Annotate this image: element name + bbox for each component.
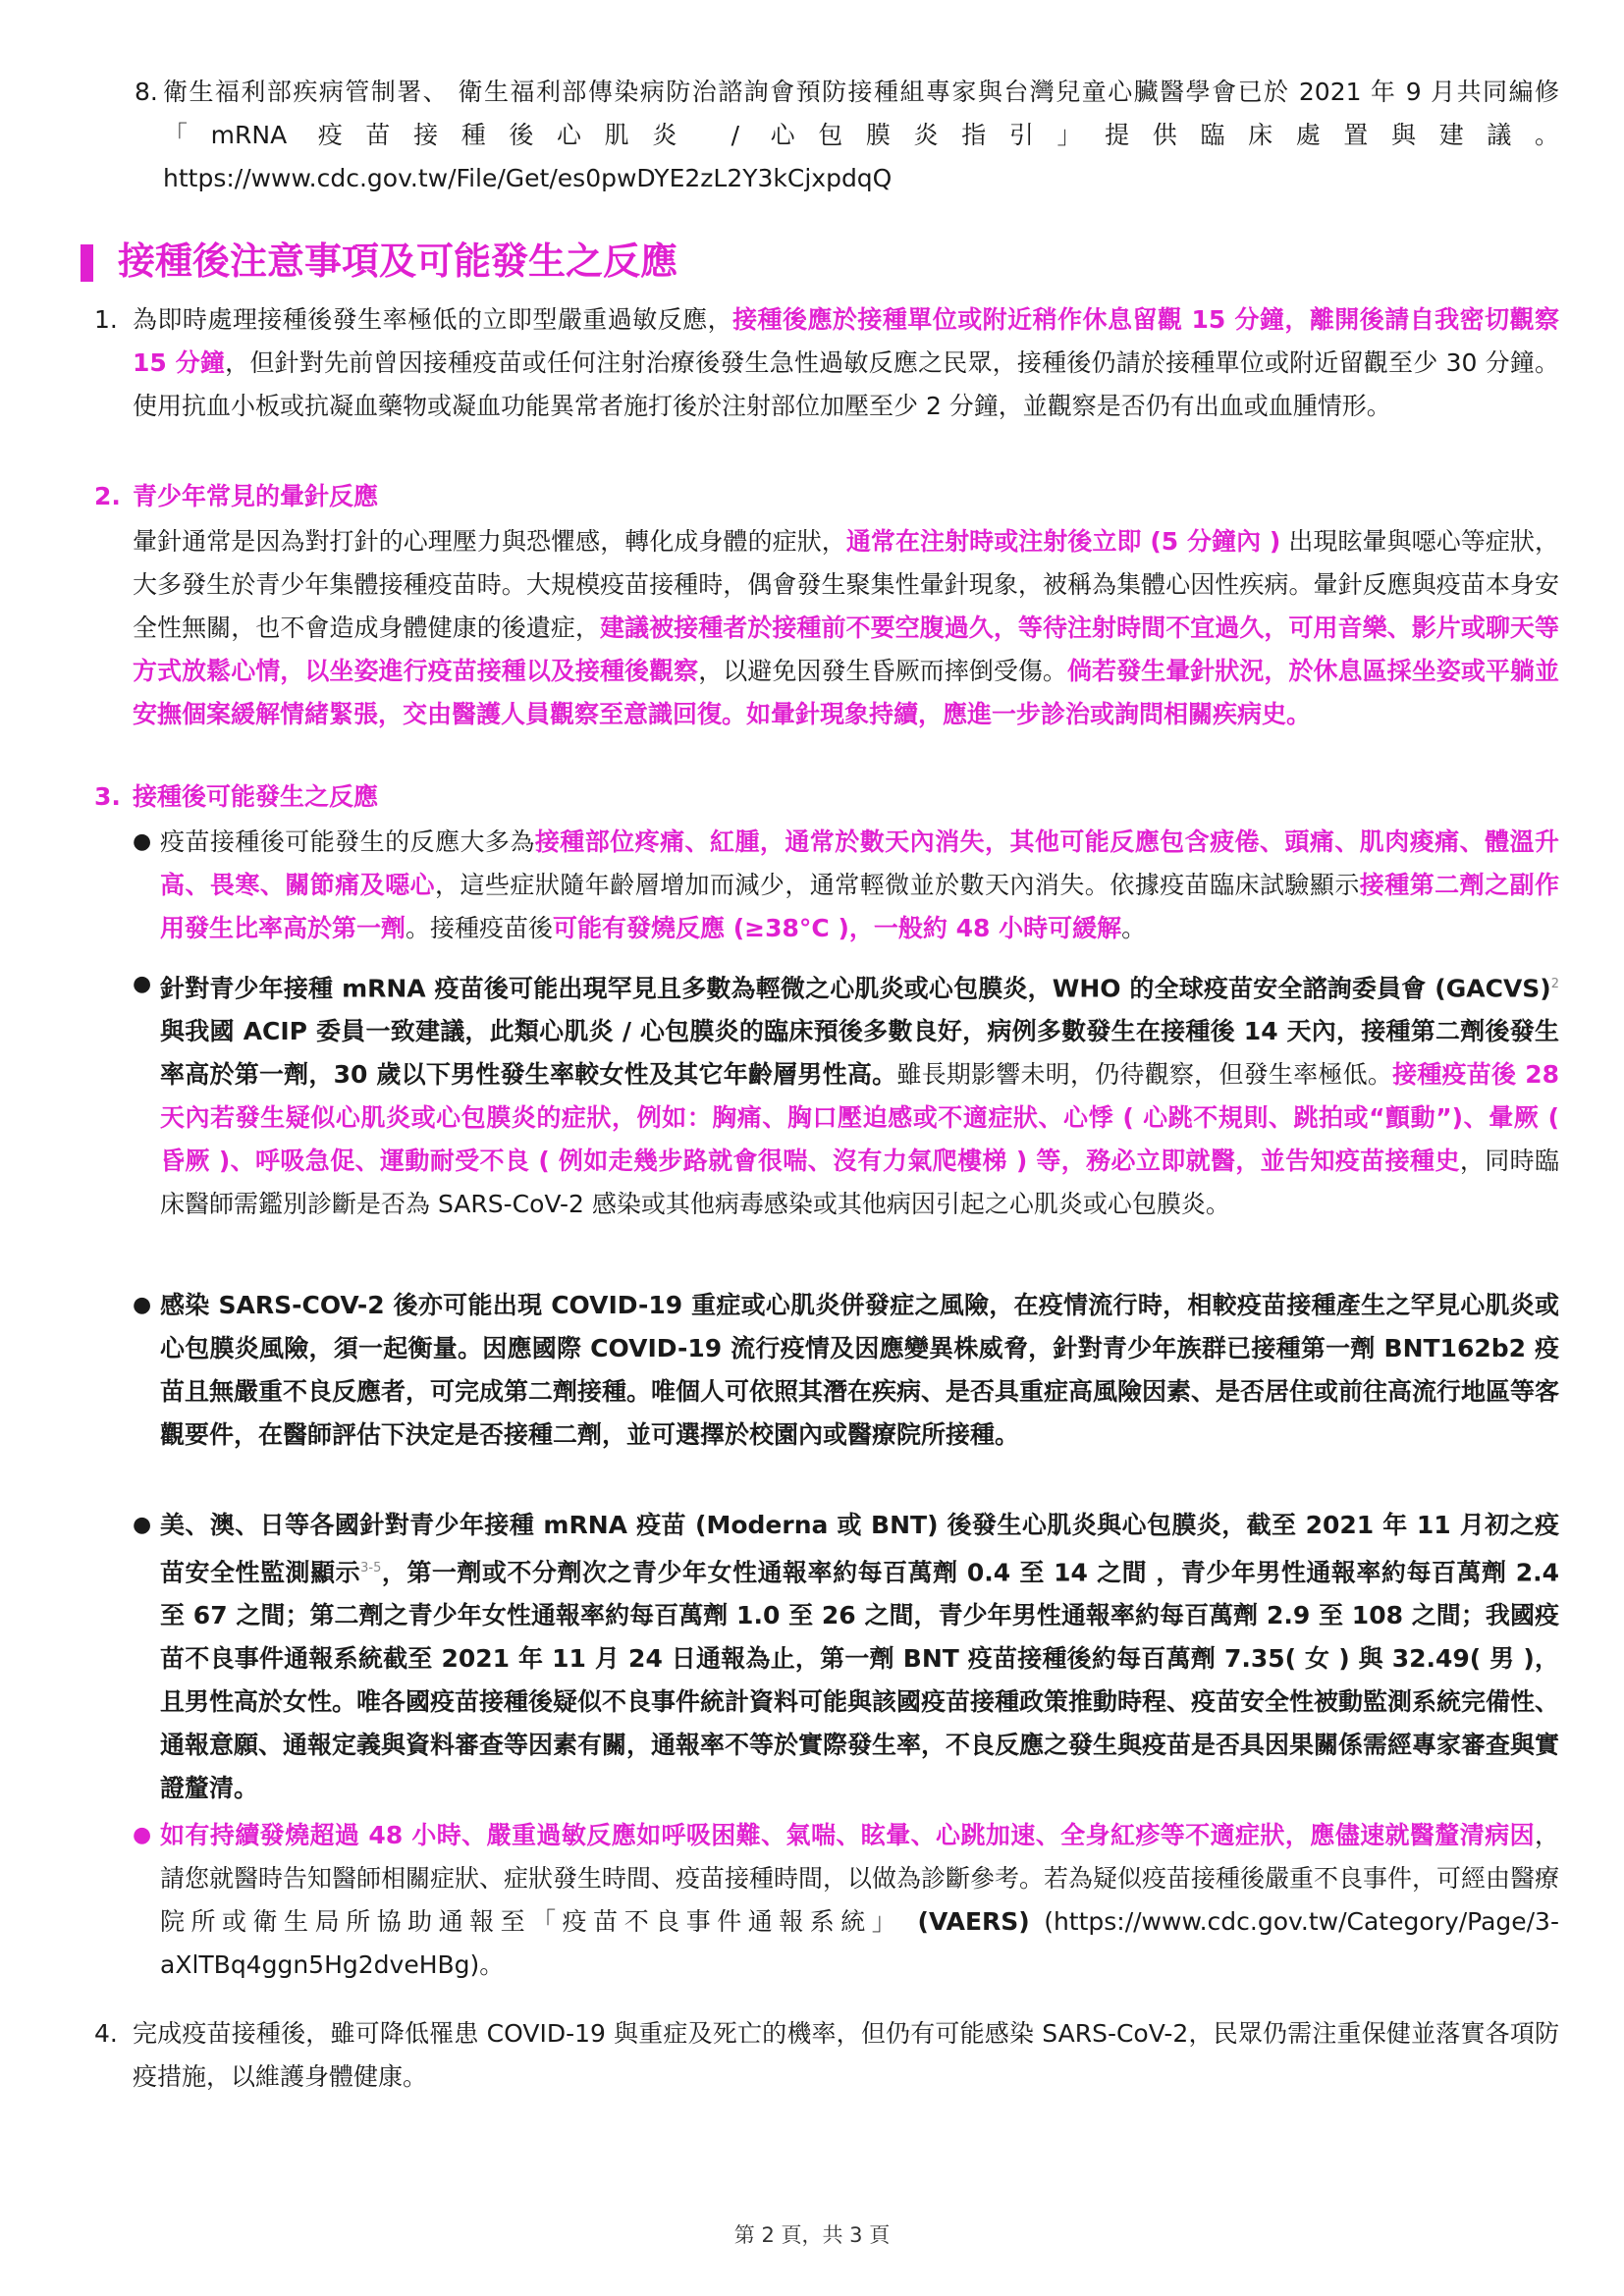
bullet-5-text <box>160 1814 1559 1987</box>
bold-run: 針對青少年接種 mRNA 疫苗後可能出現罕見且多數為輕微之心肌炎或心包膜炎，WHO 的全球疫苗安全諮詢委員會 (GACVS) <box>160 974 1551 1003</box>
citation-superscript: 3-5 <box>360 1561 382 1575</box>
text-run: ，請您就醫時告知醫師相關症狀、症狀發生時間、疫苗接種時間，以做為診斷參考。若為疑似疫苗接種後嚴重不良事件，可經由醫療院所或衛生局所協助通報至「疫苗不良事件通報系統」 <box>160 1821 1560 1936</box>
text-run: 疫苗接種後可能發生的反應大多為 <box>160 828 535 856</box>
bold-run: 美、澳、日等各國針對青少年接種 mRNA 疫苗 (Moderna 或 BNT) 後發生心肌炎與心包膜炎，截至 2021 年 11 月初之疫苗安全性監測顯示 <box>160 1511 1559 1587</box>
item-number: 1. <box>94 305 118 334</box>
item-2-title: 青少年常見的暈針反應 <box>133 482 379 510</box>
text-run: 雖長期影響未明，仍待觀察，但發生率極低。 <box>896 1060 1393 1090</box>
item-1-text <box>133 298 1559 428</box>
highlight-run: 倘若發生暈針狀況，於休息區採坐姿或平躺並安撫個案緩解情緒緊張，交由醫護人員觀察至意識回復。如暈針現象持續，應進一步診治或詢問相關疾病史。 <box>133 657 1559 728</box>
section-heading: 接種後注意事項及可能發生之反應 <box>118 240 678 283</box>
item-3-title: 接種後可能發生之反應 <box>133 782 379 811</box>
text-run: 。接種疫苗後 <box>406 914 554 942</box>
bullet-2-text <box>160 963 1559 1226</box>
highlight-run: 建議被接種者於接種前不要空腹過久，等待注射時間不宜過久，可用音樂、影片或聊天等方式放鬆心情，以坐姿進行疫苗接種以及接種後觀察 <box>133 614 1559 685</box>
item-number: 3. <box>94 782 121 811</box>
vaers-link-text: (https://www.cdc.gov.tw/Category/Page/3-aXlTBq4ggn5Hg2dveHBg)。 <box>160 1907 1559 1979</box>
item-4-text: 完成疫苗接種後，雖可降低罹患 COVID-19 與重症及死亡的機率，但仍有可能感染 SARS-CoV-2，民眾仍需注重保健並落實各項防疫措施，以維護身體健康。 <box>133 2019 1559 2091</box>
bold-run: 與我國 ACIP 委員一致建議，此類心肌炎 / 心包膜炎的臨床預後多數良好，病例多數發生在接種後 14 天內，接種第二劑後發生率高於第一劑，30 歲以下男性發生率較女性及其它年齡層男性高。 <box>160 1017 1559 1090</box>
item-number: 4. <box>94 2019 118 2048</box>
highlight-run: 接種疫苗後 28 天內若發生疑似心肌炎或心包膜炎的症狀，例如：胸痛、胸口壓迫感或不適症狀、心悸 ( 心跳不規則、跳拍或“顫動”)、暈厥 ( 昏厥 )、呼吸急促、運動耐受不良 ( 例如走幾步路就會很喘、沒有力氣爬樓梯 ) 等，務必立即就醫，並告知疫苗接種史 <box>160 1060 1559 1176</box>
item-2-text <box>133 520 1559 736</box>
highlight-run: 如有持續發燒超過 48 小時、嚴重過敏反應如呼吸困難、氣喘、眩暈、心跳加速、全身紅疹等不適症狀，應儘速就醫釐清病因 <box>160 1821 1535 1849</box>
text-run: 出現眩暈與噁心等症狀，大多發生於青少年集體接種疫苗時。大規模疫苗接種時，偶會發生聚集性暈針現象，被稱為集體心因性疾病。暈針反應與疫苗本身安全性無關，也不會造成身體健康的後遺症， <box>133 527 1559 642</box>
bullet-glyph: ● <box>133 829 152 854</box>
text-run: ，但針對先前曾因接種疫苗或任何注射治療後發生急性過敏反應之民眾，接種後仍請於接種單位或附近留觀至少 30 分鐘。使用抗血小板或抗凝血藥物或凝血功能異常者施打後於注射部位加壓至少 2 分鐘，並觀察是否仍有出血或血腫情形。 <box>133 348 1559 420</box>
heading-bar <box>81 244 93 282</box>
highlight-run: 接種後應於接種單位或附近稍作休息留觀 15 分鐘，離開後請自我密切觀察 15 分鐘 <box>133 305 1559 377</box>
bold-run: (VAERS) <box>902 1907 1030 1936</box>
text-run: 。 <box>1121 914 1147 942</box>
bold-run: ，第一劑或不分劑次之青少年女性通報率約每百萬劑 0.4 至 14 之間 ，青少年男性通報率約每百萬劑 2.4 至 67 之間；第二劑之青少年女性通報率約每百萬劑 1.0 至 26 之間，青少年男性通報率約每百萬劑 2.9 至 108 之間；我國疫苗不良事件通報系統截至 2021 年 11 月 24 日通報為止，第一劑 BNT 疫苗接種後約每百萬劑 7.35( 女 ) 與 32.49( 男 )，且男性高於女性。唯各國疫苗接種後疑似不良事件統計資料可能與該國疫苗接種政策推動時程、疫苗安全性被動監測系統完備性、通報意願、通報定義與資料審查等因素有關，通報率不等於實際發生率，不良反應之發生與疫苗是否具因果關係需經專家審查與實證釐清。 <box>160 1558 1560 1803</box>
highlight-run: 通常在注射時或注射後立即 (5 分鐘內 ) <box>845 527 1281 556</box>
page-footer: 第 2 頁，共 3 頁 <box>733 2223 891 2247</box>
bullet-glyph: ● <box>133 1293 152 1317</box>
text-run: ，以避免因發生昏厥而摔倒受傷。 <box>698 657 1067 685</box>
highlight-run: 接種第二劑之副作用發生比率高於第一劑 <box>160 871 1559 942</box>
highlight-run: 接種部位疼痛、紅腫，通常於數天內消失，其他可能反應包含疲倦、頭痛、肌肉痠痛、體溫升高、畏寒、關節痛及噁心 <box>160 828 1559 899</box>
text-run: 為即時處理接種後發生率極低的立即型嚴重過敏反應， <box>133 305 733 334</box>
bullet-glyph: ● <box>133 972 152 996</box>
reference-number: 8. <box>135 78 158 106</box>
highlight-run: 可能有發燒反應 (≥38°C )，一般約 48 小時可緩解 <box>553 914 1122 942</box>
text-run: ，同時臨床醫師需鑑別診斷是否為 SARS-CoV-2 感染或其他病毒感染或其他病因引起之心肌炎或心包膜炎。 <box>160 1147 1559 1219</box>
bullet-glyph: ● <box>133 1823 152 1847</box>
citation-superscript: 2 <box>1550 977 1559 991</box>
text-run: 暈針通常是因為對打針的心理壓力與恐懼感，轉化成身體的症狀， <box>133 527 846 556</box>
bullet-4-text <box>160 1504 1559 1810</box>
bullet-3-text: 感染 SARS-COV-2 後亦可能出現 COVID-19 重症或心肌炎併發症之風險，在疫情流行時，相較疫苗接種產生之罕見心肌炎或心包膜炎風險，須一起衡量。因應國際 COVID-19 流行疫情及因應變異株威脅，針對青少年族群已接種第一劑 BNT162b2 疫苗且無嚴重不良反應者，可完成第二劑接種。唯個人可依照其潛在疾病、是否具重症高風險因素、是否居住或前往高流行地區等客觀要件，在醫師評估下決定是否接種二劑，並可選擇於校園內或醫療院所接種。 <box>160 1291 1560 1449</box>
reference-text: 衛生福利部疾病管制署、 衛生福利部傳染病防治諮詢會預防接種組專家與台灣兒童心臟醫學會已於 2021 年 9 月共同編修「mRNA 疫苗接種後心肌炎 / 心包膜炎指引」提供臨床處置與建議。https://www.cdc.gov.tw/File/Get/es0pwDYE2zL2Y3kCjxpdqQ <box>163 78 1559 192</box>
bullet-glyph: ● <box>133 1513 152 1537</box>
text-run: ，這些症狀隨年齡層增加而減少，通常輕微並於數天內消失。依據疫苗臨床試驗顯示 <box>435 871 1360 899</box>
bullet-1-text <box>160 821 1559 950</box>
item-number: 2. <box>94 482 121 510</box>
